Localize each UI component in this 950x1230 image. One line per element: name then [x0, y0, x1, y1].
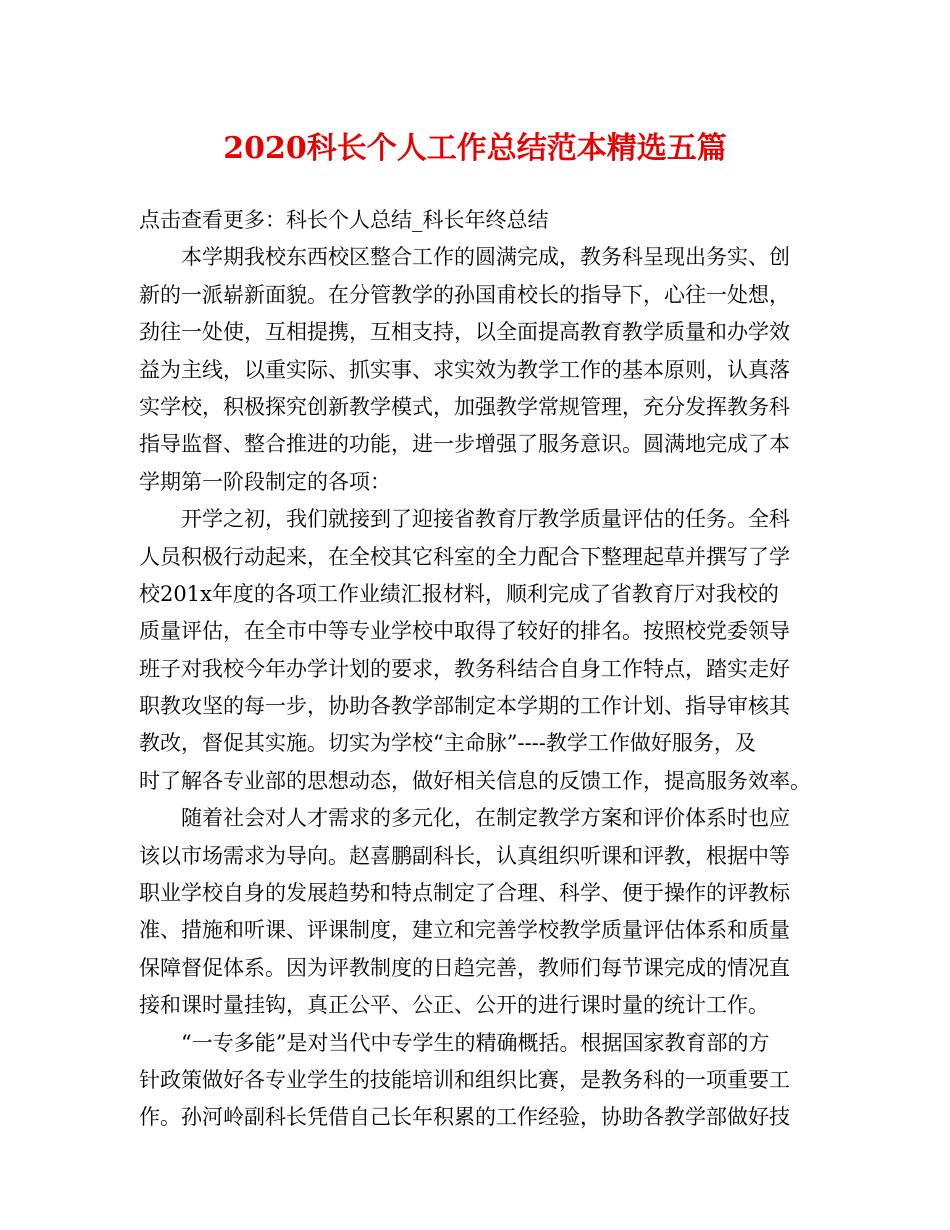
- text-line: 指导监督、整合推进的功能，进一步增强了服务意识。圆满地完成了本: [139, 432, 790, 457]
- text-line: 新的一派崭新面貌。在分管教学的孙国甫校长的指导下，心往一处想，: [139, 282, 790, 307]
- document-body: [139, 202, 827, 1137]
- text-line: 人员积极行动起来，在全校其它科室的全力配合下整理起草并撰写了学: [139, 544, 790, 569]
- text-line: 学期第一阶段制定的各项：: [139, 469, 391, 494]
- text-line: 校201x年度的各项工作业绩汇报材料，顺利完成了省教育厅对我校的: [139, 581, 779, 606]
- text-line: 班子对我校今年办学计划的要求，教务科结合自身工作特点，踏实走好: [139, 656, 790, 681]
- text-line: 职教攻坚的每一步，协助各教学部制定本学期的工作计划、指导审核其: [139, 694, 790, 719]
- text-line: 职业学校自身的发展趋势和特点制定了合理、科学、便于操作的评教标: [139, 881, 790, 906]
- text-line: 益为主线，以重实际、抓实事、求实效为教学工作的基本原则，认真落: [139, 357, 790, 382]
- text-line: 针政策做好各专业学生的技能培训和组织比赛，是教务科的一项重要工: [139, 1067, 790, 1092]
- text-line: 保障督促体系。因为评教制度的日趋完善，教师们每节课完成的情况直: [139, 955, 790, 980]
- text-line: 随着社会对人才需求的多元化，在制定教学方案和评价体系时也应: [181, 806, 790, 831]
- text-line: 教改，督促其实施。切实为学校“主命脉”----教学工作做好服务，及: [139, 731, 756, 756]
- text-line: 准、措施和听课、评课制度，建立和完善学校教学质量评估体系和质量: [139, 918, 790, 943]
- text-line: “一专多能”是对当代中专学生的精确概括。根据国家教育部的方: [181, 1030, 770, 1055]
- text-line: 该以市场需求为导向。赵喜鹏副科长，认真组织听课和评教，根据中等: [139, 843, 790, 868]
- text-line: 开学之初，我们就接到了迎接省教育厅教学质量评估的任务。全科: [181, 507, 790, 532]
- text-line: 作。孙河岭副科长凭借自己长年积累的工作经验，协助各教学部做好技: [139, 1105, 790, 1130]
- text-line: 本学期我校东西校区整合工作的圆满完成，教务科呈现出务实、创: [181, 245, 790, 270]
- text-line: 质量评估，在全市中等专业学校中取得了较好的排名。按照校党委领导: [139, 619, 790, 644]
- text-line: 点击查看更多：科长个人总结_科长年终总结: [139, 208, 549, 232]
- text-line: 接和课时量挂钩，真正公平、公正、公开的进行课时量的统计工作。: [139, 993, 769, 1018]
- document-title: 2020科长个人工作总结范本精选五篇: [223, 131, 727, 166]
- text-line: 时了解各专业部的思想动态，做好相关信息的反馈工作，提高服务效率。: [139, 768, 811, 793]
- text-line: 劲往一处使，互相提携，互相支持，以全面提高教育教学质量和办学效: [139, 320, 790, 345]
- text-line: 实学校，积极探究创新教学模式，加强教学常规管理，充分发挥教务科: [139, 394, 790, 419]
